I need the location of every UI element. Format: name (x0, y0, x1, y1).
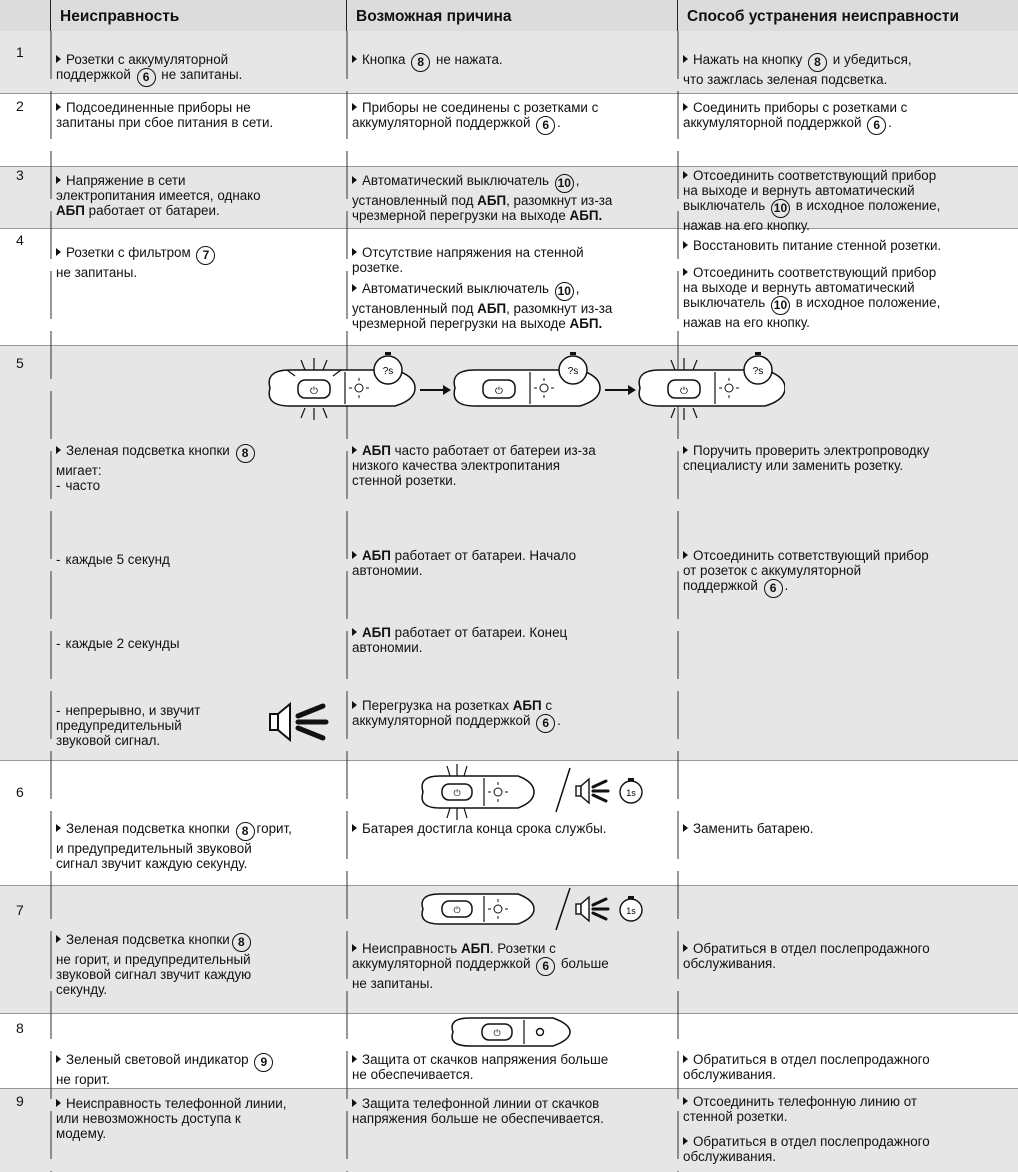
row8-cause: Защита от скачков напряжения больше не обеспечивается. (352, 1052, 609, 1082)
led-steady-beep-illustration (418, 762, 648, 820)
bullet-icon (352, 248, 357, 256)
bullet-icon (56, 176, 61, 184)
bullet-icon (56, 103, 61, 111)
timer-label: ?s (752, 366, 764, 377)
row2-fault: Подсоединенные приборы не запитаны при сбое питания в сети. (56, 100, 274, 130)
bullet-icon (352, 55, 357, 63)
bullet-icon (683, 1137, 688, 1145)
row7-remedy: Обратиться в отдел послепродажного обслуживания. (683, 941, 930, 971)
row-number: 9 (16, 1093, 24, 1109)
bullet-icon (683, 551, 688, 559)
row-number: 7 (16, 902, 24, 918)
row8-remedy: Обратиться в отдел послепродажного обслуживания. (683, 1052, 930, 1082)
row1-cause: Кнопка 8 не нажата. (352, 52, 672, 72)
bullet-icon (56, 446, 61, 454)
row1-fault: Розетки с аккумуляторной поддержкой 6 не запитаны. (56, 52, 341, 87)
timer-icon (620, 896, 642, 921)
ups-panel-icon (422, 894, 534, 924)
row4-remedy: Восстановить питание стенной розетки. Отсоединить соответствующий прибор на выходе и вернуть автоматический выключатель 10 в исходное положение, нажав на его кнопку. (683, 238, 942, 330)
row2-cause: Приборы не соединены с розетками с аккумуляторной поддержкой 6 . (352, 100, 672, 135)
bullet-icon (683, 268, 688, 276)
row6-cause: Батарея достигла конца срока службы. (352, 821, 672, 836)
row7-fault: Зеленая подсветка кнопки 8 не горит, и предупредительный звуковой сигнал звучит каждую секунду. (56, 932, 252, 997)
speaker-icon (268, 700, 334, 744)
row-number: 5 (16, 355, 24, 371)
bullet-icon (683, 1055, 688, 1063)
column-divider (346, 0, 347, 31)
svg-text:⏻: ⏻ (680, 386, 688, 397)
speaker-icon (576, 779, 608, 803)
row3-remedy: Отсоединить соответствующий прибор на выходе и вернуть автоматический выключатель 10 в исходное положение, нажав на его кнопку. (683, 168, 941, 233)
row1-remedy: Нажать на кнопку 8 и убедиться, что зажглась зеленая подсветка. (683, 52, 912, 87)
bullet-icon (352, 1055, 357, 1063)
row5-fault-continuous: - непрерывно, и звучит предупредительный звуковой сигнал. (56, 703, 201, 748)
row-number: 4 (16, 232, 24, 248)
row5-fault-5s: - каждые 5 секунд (56, 552, 170, 567)
header-fault: Неисправность (60, 8, 180, 25)
ups-panel-icon (452, 1018, 570, 1046)
bullet-icon (352, 284, 357, 292)
bullet-icon (352, 446, 357, 454)
row6-fault: Зеленая подсветка кнопки 8 горит, и предупредительный звуковой сигнал звучит каждую секунду. (56, 821, 292, 871)
column-divider (677, 0, 678, 31)
ups-panel-icon (422, 764, 534, 820)
bullet-icon (683, 824, 688, 832)
bullet-icon (352, 701, 357, 709)
speaker-icon (576, 897, 608, 921)
row2-remedy: Соединить приборы с розетками с аккумуляторной поддержкой 6 . (683, 100, 1013, 135)
row3-fault: Напряжение в сети электропитания имеется, однако АБП работает от батареи. (56, 173, 261, 218)
bullet-icon (56, 248, 61, 256)
row9-cause: Защита телефонной линии от скачков напряжения больше не обеспечивается. (352, 1096, 604, 1126)
row5-cause-often: АБП часто работает от батереи из-за низкого качества электропитания стенной розетки. (352, 443, 596, 488)
svg-text:⏻: ⏻ (310, 386, 318, 397)
bullet-icon (683, 103, 688, 111)
svg-text:⏻: ⏻ (453, 789, 461, 799)
bullet-icon (56, 1099, 61, 1107)
bullet-icon (352, 824, 357, 832)
svg-text:⏻: ⏻ (493, 1029, 501, 1039)
bullet-icon (56, 1055, 61, 1063)
timer-label: 1s (626, 906, 636, 916)
bullet-icon (683, 1097, 688, 1105)
ups-panel-icon (639, 352, 785, 420)
row5-remedy-5s: Отсоединить сответствующий прибор от розеток с аккумуляторной поддержкой 6 . (683, 548, 1013, 598)
row-number: 1 (16, 44, 24, 60)
row9-fault: Неисправность телефонной линии, или невозможность доступа к модему. (56, 1096, 287, 1141)
led-off-beep-illustration (418, 884, 648, 934)
row4-cause: Отсутствие напряжения на стенной розетке. Автоматический выключатель 10 , установленный под АБП, разомкнут из-за чрезмерной перегрузки на выходе АБП. (352, 245, 613, 331)
surge-indicator-illustration (448, 1012, 578, 1052)
row9-remedy: Отсоединить телефонную линию от стенной розетки. Обратиться в отдел послепродажного обслуживания. (683, 1094, 930, 1164)
row4-fault: Розетки с фильтром 7 не запитаны. (56, 245, 341, 280)
bullet-icon (352, 176, 357, 184)
row5-fault: Зеленая подсветка кнопки 8 мигает: - часто (56, 443, 341, 493)
header-remedy: Способ устранения неисправности (687, 8, 960, 25)
ups-panel-icon (269, 352, 415, 420)
row5-cause-5s: АБП работает от батареи. Начало автономии. (352, 548, 577, 578)
svg-text:⏻: ⏻ (453, 906, 461, 916)
row-number: 3 (16, 167, 24, 183)
led-blink-sequence-illustration (265, 348, 785, 428)
timer-label: 1s (626, 788, 636, 798)
arrow-icon (628, 385, 636, 395)
row3-cause: Автоматический выключатель 10 , установленный под АБП, разомкнут из-за чрезмерной перегрузки на выходе АБП. (352, 173, 613, 223)
row6-remedy: Заменить батарею. (683, 821, 1013, 836)
bullet-icon (683, 944, 688, 952)
bullet-icon (352, 551, 357, 559)
bullet-icon (56, 824, 61, 832)
bullet-icon (352, 103, 357, 111)
ups-panel-icon (454, 352, 600, 406)
row8-fault: Зеленый световой индикатор 9 не горит. (56, 1052, 341, 1087)
bullet-icon (683, 241, 688, 249)
header-cause: Возможная причина (356, 8, 512, 25)
row-number: 6 (16, 784, 24, 800)
bullet-icon (352, 944, 357, 952)
row5-fault-2s: - каждые 2 секунды (56, 636, 180, 651)
timer-label: ?s (382, 366, 394, 377)
row-number: 8 (16, 1020, 24, 1036)
timer-label: ?s (567, 366, 579, 377)
timer-icon (620, 778, 642, 803)
row5-remedy-often: Поручить проверить электропроводку специалисту или заменить розетку. (683, 443, 930, 473)
column-divider (50, 0, 51, 31)
bullet-icon (683, 446, 688, 454)
bullet-icon (352, 628, 357, 636)
bullet-icon (56, 55, 61, 63)
bullet-icon (683, 171, 688, 179)
row5-cause-2s: АБП работает от батареи. Конец автономии. (352, 625, 568, 655)
bullet-icon (683, 55, 688, 63)
arrow-icon (443, 385, 451, 395)
svg-text:⏻: ⏻ (495, 386, 503, 397)
row-number: 2 (16, 98, 24, 114)
row5-cause-overload: Перегрузка на розетках АБП с аккумуляторной поддержкой 6 . (352, 698, 672, 733)
bullet-icon (352, 1099, 357, 1107)
row7-cause: Неисправность АБП. Розетки с аккумуляторной поддержкой 6 больше не запитаны. (352, 941, 609, 991)
bullet-icon (56, 935, 61, 943)
